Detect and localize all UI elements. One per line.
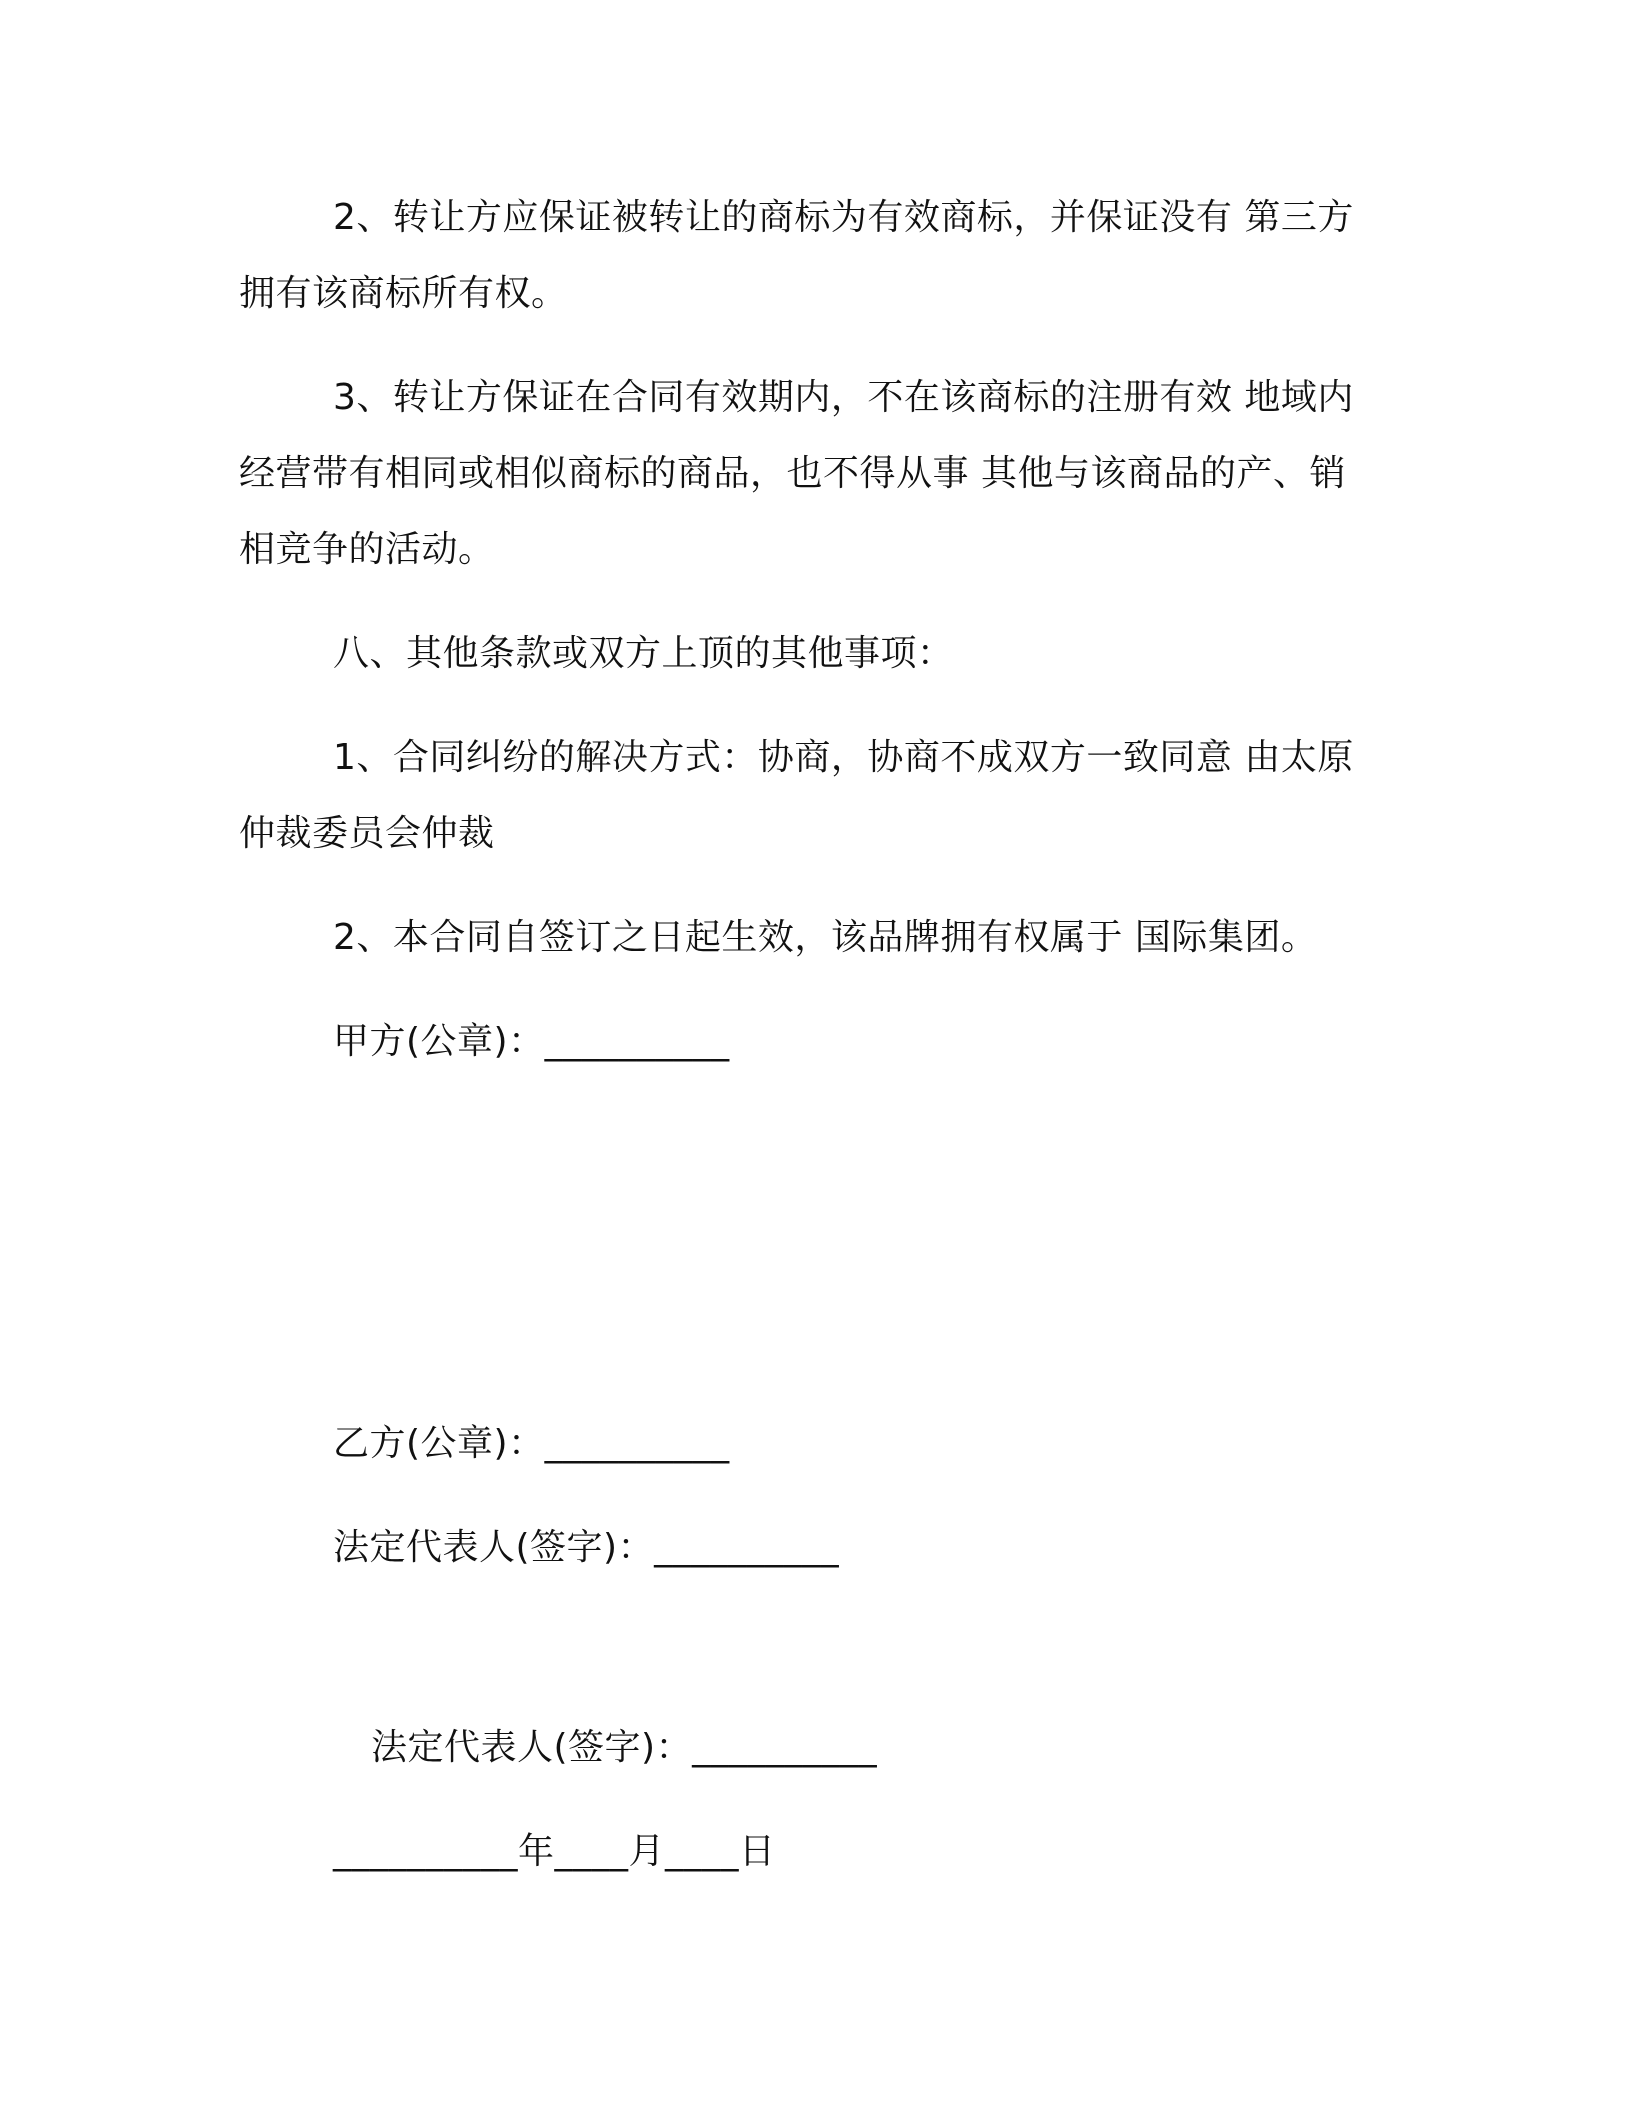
clause-8-2: 2、本合同自签订之日起生效，该品牌拥有权属于 国际集团。	[333, 917, 1318, 958]
clause-8-1-line-1: 1、合同纠纷的解决方式：协商，协商不成双方一致同意 由太原	[333, 737, 1354, 778]
section-8-heading: 八、其他条款或双方上顶的其他事项：	[333, 633, 954, 674]
clause-7-3-line-3: 相竞争的活动。	[239, 529, 495, 570]
legal-representative-signature-2: 法定代表人(签字)：__________	[371, 1727, 878, 1768]
party-b-seal-line: 乙方(公章)：__________	[333, 1423, 730, 1464]
clause-7-3-line-2: 经营带有相同或相似商标的商品，也不得从事 其他与该商品的产、销	[239, 453, 1346, 494]
clause-7-2-line-2: 拥有该商标所有权。	[239, 273, 568, 314]
party-a-seal-line: 甲方(公章)：__________	[333, 1021, 730, 1062]
legal-representative-signature-1: 法定代表人(签字)：__________	[333, 1527, 840, 1568]
date-line: __________年____月____日	[333, 1831, 776, 1872]
clause-7-2-line-1: 2、转让方应保证被转让的商标为有效商标，并保证没有 第三方	[333, 197, 1354, 238]
clause-8-1-line-2: 仲裁委员会仲裁	[239, 813, 495, 854]
clause-7-3-line-1: 3、转让方保证在合同有效期内，不在该商标的注册有效 地域内	[333, 377, 1354, 418]
